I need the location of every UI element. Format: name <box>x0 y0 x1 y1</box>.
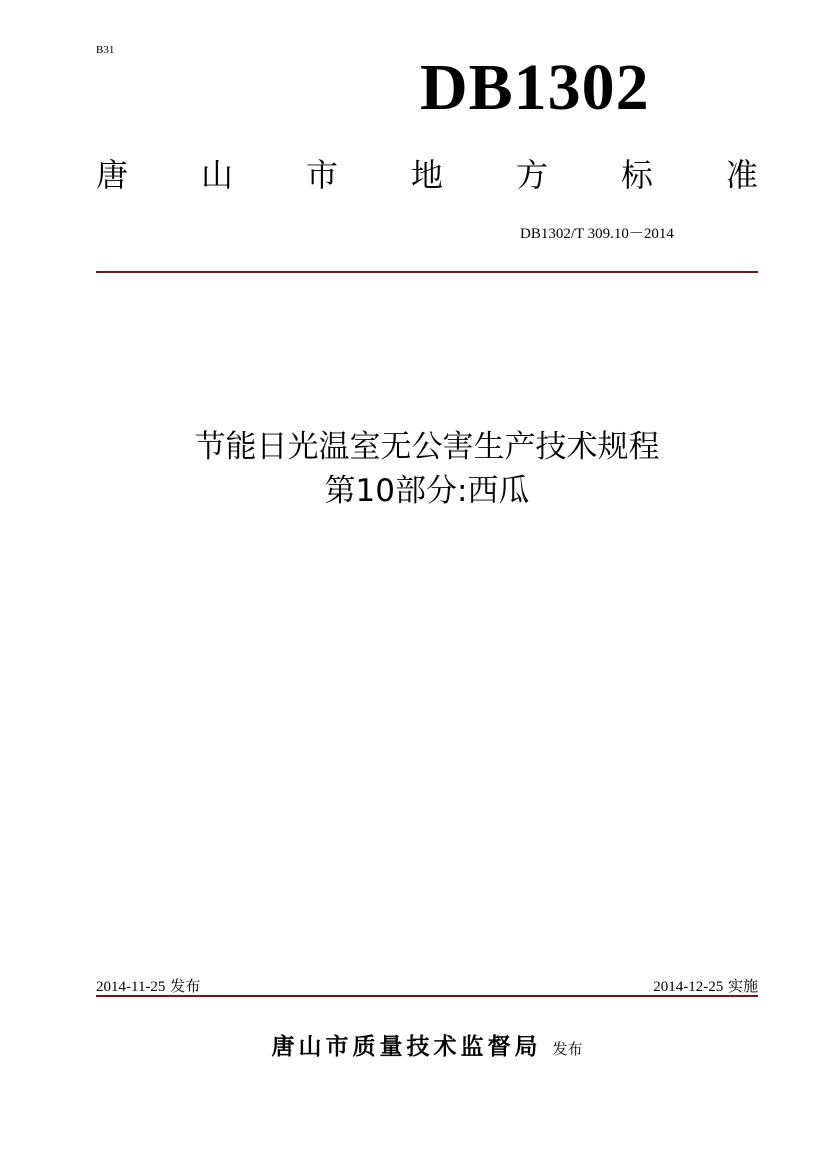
standard-type-char: 准 <box>725 156 758 194</box>
bottom-divider <box>96 995 758 997</box>
issue-label: 发布 <box>170 977 201 995</box>
standard-type-char: 方 <box>515 156 548 194</box>
standard-type-char: 地 <box>410 156 443 194</box>
implement-date-group <box>653 975 758 996</box>
standard-type-char: 山 <box>200 156 233 194</box>
issue-date: 2014-11-25 <box>96 979 166 995</box>
title-line-1: 节能日光温室无公害生产技术规程 <box>194 429 660 465</box>
classification-code: B31 <box>96 44 115 56</box>
implement-label: 实施 <box>727 977 758 995</box>
standard-type-char: 市 <box>305 156 338 194</box>
top-divider <box>96 271 758 273</box>
publisher-name: 唐山市质量技术监督局 <box>271 1034 542 1060</box>
standard-type-char: 标 <box>620 156 653 194</box>
standard-type-char: 唐 <box>96 156 129 194</box>
standard-type-heading <box>96 150 758 196</box>
document-title <box>96 425 758 513</box>
publisher-line <box>96 1028 758 1061</box>
issue-date-group <box>96 975 200 996</box>
implement-date: 2014-12-25 <box>653 979 724 995</box>
title-line-2: 第10部分:西瓜 <box>324 473 530 509</box>
publisher-suffix: 发布 <box>552 1040 583 1058</box>
standard-number: DB1302/T 309.10－2014 <box>520 226 674 242</box>
date-row <box>96 975 758 996</box>
standard-code-heading: DB1302 <box>420 51 650 124</box>
